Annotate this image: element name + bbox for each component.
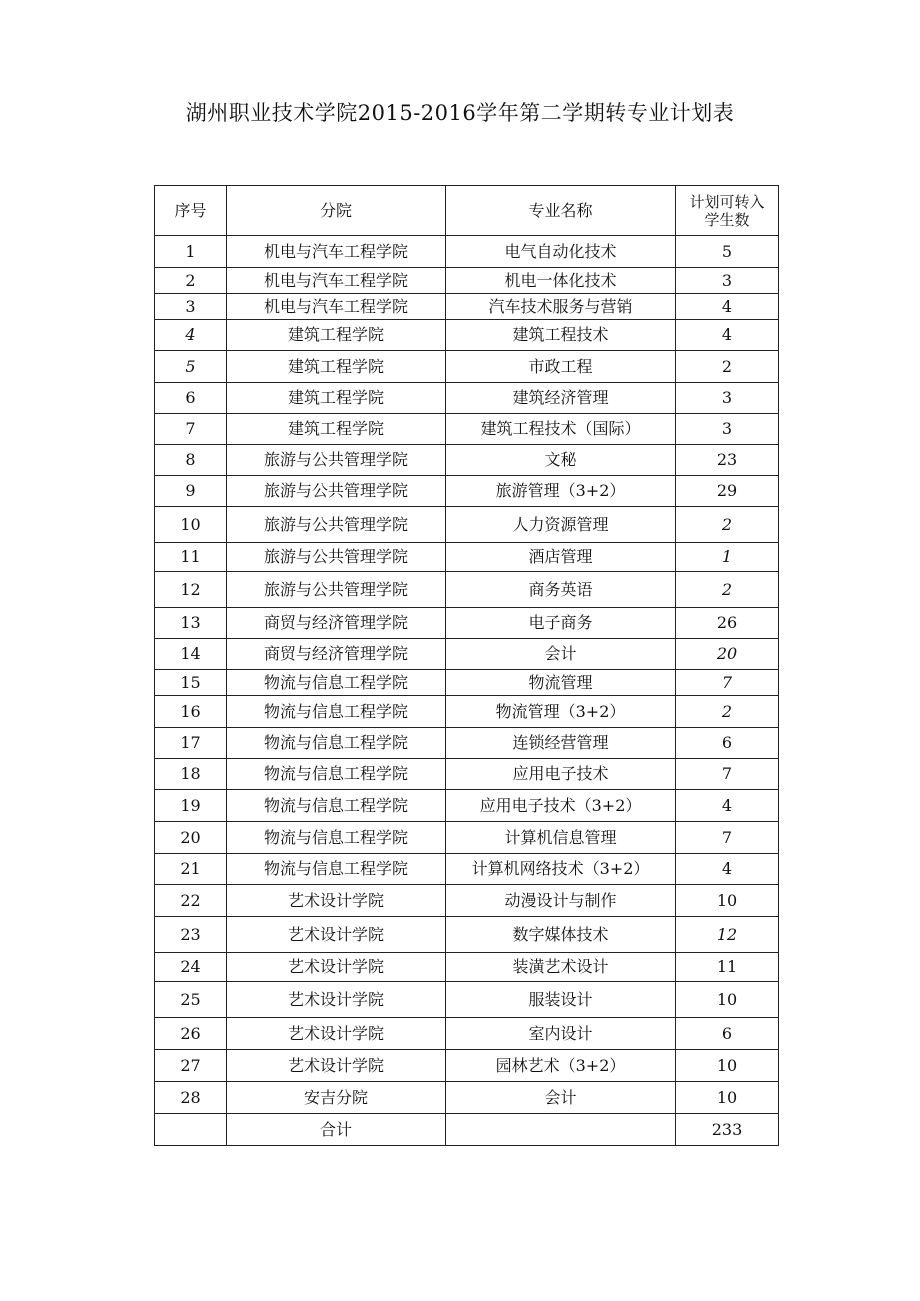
cell-quota: 1	[676, 543, 779, 572]
cell-dept: 物流与信息工程学院	[227, 790, 446, 822]
cell-dept: 艺术设计学院	[227, 982, 446, 1018]
cell-major: 会计	[446, 639, 676, 670]
cell-no: 4	[155, 320, 227, 351]
cell-dept: 艺术设计学院	[227, 885, 446, 917]
cell-quota: 7	[676, 670, 779, 696]
cell-quota: 20	[676, 639, 779, 670]
cell-dept: 艺术设计学院	[227, 917, 446, 953]
cell-major: 人力资源管理	[446, 507, 676, 543]
cell-no: 6	[155, 383, 227, 414]
cell-dept: 旅游与公共管理学院	[227, 572, 446, 608]
total-row	[155, 1114, 779, 1146]
cell-no: 7	[155, 414, 227, 445]
cell-quota: 4	[676, 294, 779, 320]
cell-major: 汽车技术服务与营销	[446, 294, 676, 320]
table-row	[155, 696, 779, 728]
cell-no: 3	[155, 294, 227, 320]
table-row	[155, 414, 779, 445]
cell-quota: 2	[676, 572, 779, 608]
cell-dept: 建筑工程学院	[227, 351, 446, 383]
cell-major: 计算机信息管理	[446, 822, 676, 854]
cell-dept: 商贸与经济管理学院	[227, 639, 446, 670]
cell-dept: 建筑工程学院	[227, 414, 446, 445]
header-dept: 分院	[227, 186, 446, 236]
cell-major	[446, 1114, 676, 1146]
cell-major: 数字媒体技术	[446, 917, 676, 953]
cell-quota: 4	[676, 854, 779, 885]
page-title: 湖州职业技术学院2015-2016学年第二学期转专业计划表	[185, 101, 735, 125]
cell-major: 室内设计	[446, 1018, 676, 1050]
cell-major: 计算机网络技术（3+2）	[446, 854, 676, 885]
cell-quota: 29	[676, 476, 779, 507]
cell-no: 14	[155, 639, 227, 670]
cell-dept: 安吉分院	[227, 1082, 446, 1114]
table-row	[155, 320, 779, 351]
table-header-row	[155, 186, 779, 236]
table-row	[155, 476, 779, 507]
cell-dept: 物流与信息工程学院	[227, 822, 446, 854]
cell-no: 22	[155, 885, 227, 917]
table-row	[155, 917, 779, 953]
table-row	[155, 543, 779, 572]
table-row	[155, 1050, 779, 1082]
cell-no: 11	[155, 543, 227, 572]
cell-no: 18	[155, 759, 227, 790]
cell-quota: 6	[676, 728, 779, 759]
table-row	[155, 953, 779, 982]
cell-quota: 3	[676, 268, 779, 294]
cell-quota: 7	[676, 759, 779, 790]
cell-no: 19	[155, 790, 227, 822]
table-row	[155, 507, 779, 543]
cell-dept: 艺术设计学院	[227, 1018, 446, 1050]
cell-dept: 旅游与公共管理学院	[227, 543, 446, 572]
cell-quota: 10	[676, 1050, 779, 1082]
header-no: 序号	[155, 186, 227, 236]
cell-quota: 26	[676, 608, 779, 639]
cell-no: 26	[155, 1018, 227, 1050]
cell-dept: 艺术设计学院	[227, 1050, 446, 1082]
cell-no: 16	[155, 696, 227, 728]
cell-no: 28	[155, 1082, 227, 1114]
table-row	[155, 854, 779, 885]
cell-no: 8	[155, 445, 227, 476]
cell-major: 旅游管理（3+2）	[446, 476, 676, 507]
table-body	[155, 236, 779, 1146]
cell-no: 12	[155, 572, 227, 608]
cell-dept: 机电与汽车工程学院	[227, 268, 446, 294]
cell-no: 9	[155, 476, 227, 507]
cell-quota: 4	[676, 320, 779, 351]
cell-quota: 23	[676, 445, 779, 476]
cell-quota: 10	[676, 885, 779, 917]
cell-dept: 旅游与公共管理学院	[227, 507, 446, 543]
cell-quota: 2	[676, 696, 779, 728]
cell-no: 23	[155, 917, 227, 953]
table-row	[155, 572, 779, 608]
table-row	[155, 236, 779, 268]
cell-quota: 3	[676, 383, 779, 414]
cell-quota: 6	[676, 1018, 779, 1050]
cell-dept: 机电与汽车工程学院	[227, 294, 446, 320]
cell-major: 机电一体化技术	[446, 268, 676, 294]
cell-quota: 7	[676, 822, 779, 854]
cell-major: 文秘	[446, 445, 676, 476]
cell-quota: 5	[676, 236, 779, 268]
cell-major: 建筑经济管理	[446, 383, 676, 414]
table-row	[155, 608, 779, 639]
cell-major: 建筑工程技术	[446, 320, 676, 351]
cell-no: 17	[155, 728, 227, 759]
table-row	[155, 670, 779, 696]
cell-quota: 4	[676, 790, 779, 822]
header-quota-line2: 学生数	[704, 210, 750, 229]
cell-no: 10	[155, 507, 227, 543]
cell-major: 应用电子技术（3+2）	[446, 790, 676, 822]
table-row	[155, 728, 779, 759]
table-row	[155, 445, 779, 476]
cell-total-label: 合计	[227, 1114, 446, 1146]
cell-no: 5	[155, 351, 227, 383]
cell-no: 27	[155, 1050, 227, 1082]
cell-no	[155, 1114, 227, 1146]
header-quota	[676, 186, 779, 236]
cell-dept: 机电与汽车工程学院	[227, 236, 446, 268]
cell-no: 2	[155, 268, 227, 294]
table-row	[155, 383, 779, 414]
cell-major: 应用电子技术	[446, 759, 676, 790]
cell-major: 物流管理	[446, 670, 676, 696]
table-row	[155, 790, 779, 822]
table-row	[155, 294, 779, 320]
cell-quota: 12	[676, 917, 779, 953]
table-row	[155, 351, 779, 383]
cell-major: 物流管理（3+2）	[446, 696, 676, 728]
cell-dept: 物流与信息工程学院	[227, 670, 446, 696]
table-row	[155, 885, 779, 917]
cell-major: 装潢艺术设计	[446, 953, 676, 982]
table-row	[155, 982, 779, 1018]
cell-dept: 物流与信息工程学院	[227, 728, 446, 759]
transfer-plan-table	[154, 185, 779, 1146]
cell-dept: 物流与信息工程学院	[227, 854, 446, 885]
cell-quota: 3	[676, 414, 779, 445]
table-row	[155, 268, 779, 294]
cell-quota: 2	[676, 351, 779, 383]
cell-dept: 旅游与公共管理学院	[227, 476, 446, 507]
cell-no: 1	[155, 236, 227, 268]
cell-dept: 建筑工程学院	[227, 320, 446, 351]
cell-no: 25	[155, 982, 227, 1018]
cell-dept: 建筑工程学院	[227, 383, 446, 414]
cell-no: 21	[155, 854, 227, 885]
cell-major: 会计	[446, 1082, 676, 1114]
cell-dept: 艺术设计学院	[227, 953, 446, 982]
cell-dept: 旅游与公共管理学院	[227, 445, 446, 476]
cell-dept: 商贸与经济管理学院	[227, 608, 446, 639]
cell-major: 酒店管理	[446, 543, 676, 572]
table-row	[155, 759, 779, 790]
header-major: 专业名称	[446, 186, 676, 236]
cell-dept: 物流与信息工程学院	[227, 759, 446, 790]
table-row	[155, 1082, 779, 1114]
cell-no: 15	[155, 670, 227, 696]
table-row	[155, 1018, 779, 1050]
cell-major: 市政工程	[446, 351, 676, 383]
cell-major: 电气自动化技术	[446, 236, 676, 268]
cell-quota: 10	[676, 982, 779, 1018]
cell-major: 连锁经营管理	[446, 728, 676, 759]
header-quota-line1: 计划可转入	[689, 192, 765, 211]
cell-dept: 物流与信息工程学院	[227, 696, 446, 728]
cell-major: 商务英语	[446, 572, 676, 608]
table-row	[155, 822, 779, 854]
cell-major: 服装设计	[446, 982, 676, 1018]
cell-no: 20	[155, 822, 227, 854]
cell-total-quota: 233	[676, 1114, 779, 1146]
cell-quota: 2	[676, 507, 779, 543]
cell-no: 13	[155, 608, 227, 639]
cell-no: 24	[155, 953, 227, 982]
table-row	[155, 639, 779, 670]
cell-quota: 11	[676, 953, 779, 982]
cell-major: 动漫设计与制作	[446, 885, 676, 917]
cell-major: 建筑工程技术（国际）	[446, 414, 676, 445]
cell-major: 电子商务	[446, 608, 676, 639]
cell-major: 园林艺术（3+2）	[446, 1050, 676, 1082]
cell-quota: 10	[676, 1082, 779, 1114]
